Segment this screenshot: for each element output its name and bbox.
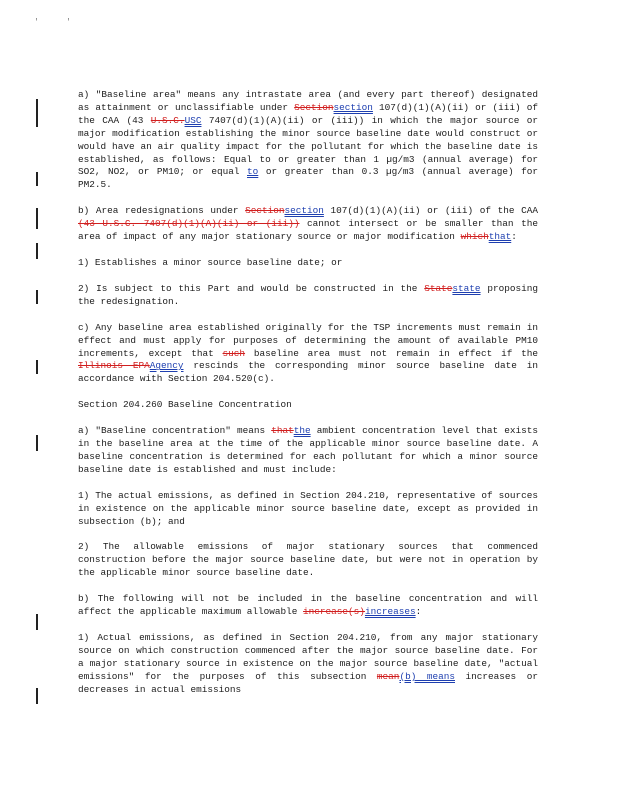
paragraph: [78, 89, 538, 192]
inserted-text: (b) means: [399, 670, 455, 682]
text-run: Section 204.260 Baseline Concentration: [78, 399, 292, 411]
text-run: or greater than 0.3 µg/m3 (annual average) for PM2.5.: [78, 166, 539, 191]
paragraph: [78, 322, 538, 387]
text-run: 2) Is subject to this Part and would be constructed in the: [78, 282, 425, 294]
inserted-text: section: [284, 205, 324, 217]
paragraph: [78, 205, 538, 244]
text-run: rescinds the corresponding minor source baseline date in accordance with Section 204.520(c).: [78, 360, 538, 385]
inserted-text: to: [247, 166, 259, 178]
paragraph: [78, 490, 538, 529]
deleted-text: State: [424, 282, 453, 294]
deleted-text: Section: [245, 205, 285, 217]
text-run: b) The following will not be included in the baseline concentration and will affect the applicable maximum allowable: [78, 593, 538, 618]
text-run: 107(d)(1)(A)(ii) or (iii) of the CAA: [323, 205, 538, 217]
paragraph: [78, 541, 538, 580]
paragraph: [78, 257, 538, 270]
inserted-text: state: [452, 282, 481, 294]
paragraph: [78, 283, 538, 309]
scan-mark: ': [34, 18, 39, 27]
text-run: a) "Baseline concentration" means: [78, 425, 272, 437]
text-run: proposing the redesignation.: [78, 282, 538, 307]
inserted-text: USC: [184, 114, 202, 126]
text-run: b) Area redesignations under: [78, 205, 246, 217]
paragraph: [78, 425, 538, 477]
paragraph: [78, 399, 538, 412]
text-run: :: [415, 606, 422, 618]
change-bar: [36, 172, 38, 186]
deleted-text: (43 U.S.C. 7407(d)(1)(A)(ii) or (iii)): [78, 218, 300, 230]
deleted-text: that: [271, 425, 294, 437]
inserted-text: that: [488, 231, 512, 243]
document-body: [78, 89, 538, 710]
deleted-text: Section: [294, 101, 334, 113]
text-run: c) Any baseline area established originally for the TSP increments must remain in effect and must apply for purposes of determining the amount of available PM10 increments, except that: [78, 321, 538, 359]
deleted-text: such: [222, 347, 246, 359]
change-bar: [36, 290, 38, 304]
change-bar: [36, 614, 38, 630]
text-run: 2) The allowable emissions of major stationary sources that commenced construction before the major source baseline date, but were not in operation by the applicable minor source baseline date.: [78, 541, 538, 579]
text-run: 1) Establishes a minor source baseline date; or: [78, 256, 343, 268]
text-run: ambient concentration level that exists in the baseline area at the time of the applicable minor source baseline date. A baseline concentration is determined for each pollutant for which a minor source baseline date is established and must include:: [78, 425, 539, 475]
text-run: 7407(d)(1)(A)(ii) or (iii)) in which the major source or major modification establishing the minor source baseline date would construct or would have an air quality impact for the pollutant for which the baseline date is established, as follows: Equal to or greater than 1 µg/m3 (annual average) for SO2, NO2, or PM10; or equal: [78, 114, 538, 178]
text-run: a) "Baseline area" means any intrastate area (and every part thereof) designated as attainment or unclassifiable under: [78, 89, 538, 113]
deleted-text: Illinois EPA: [78, 360, 150, 372]
inserted-text: increases: [364, 606, 416, 618]
text-run: 107(d)(1)(A)(ii) or (iii) of the CAA (43: [78, 101, 538, 126]
inserted-text: Agency: [149, 360, 184, 372]
change-bar: [36, 208, 38, 229]
scan-mark: ': [66, 18, 71, 27]
text-run: cannot intersect or be smaller than the area of impact of any major stationary source or major modification: [78, 218, 538, 243]
deleted-text: which: [460, 231, 489, 243]
text-run: 1) The actual emissions, as defined in Section 204.210, representative of sources in existence on the applicable minor source baseline date, except as provided in subsection (b); and: [78, 489, 538, 527]
inserted-text: the: [293, 425, 311, 437]
paragraph: [78, 593, 538, 619]
deleted-text: U.S.C.: [150, 114, 185, 126]
inserted-text: section: [333, 101, 373, 113]
text-run: :: [511, 231, 517, 243]
deleted-text: mean: [376, 670, 400, 682]
change-bar: [36, 688, 38, 704]
change-bar: [36, 360, 38, 374]
text-run: baseline area must not remain in effect if the: [245, 347, 538, 359]
change-bar: [36, 99, 38, 127]
deleted-text: increase(s): [303, 606, 365, 618]
text-run: 1) Actual emissions, as defined in Section 204.210, from any major stationary source on which construction commenced after the major source baseline date. For a major stationary source in existence on the major source baseline date, "actual emissions" for the purposes of this subsection: [78, 632, 538, 682]
change-bar: [36, 243, 38, 259]
change-bar: [36, 435, 38, 451]
paragraph: [78, 632, 538, 697]
text-run: increases or decreases in actual emissions: [78, 670, 538, 695]
